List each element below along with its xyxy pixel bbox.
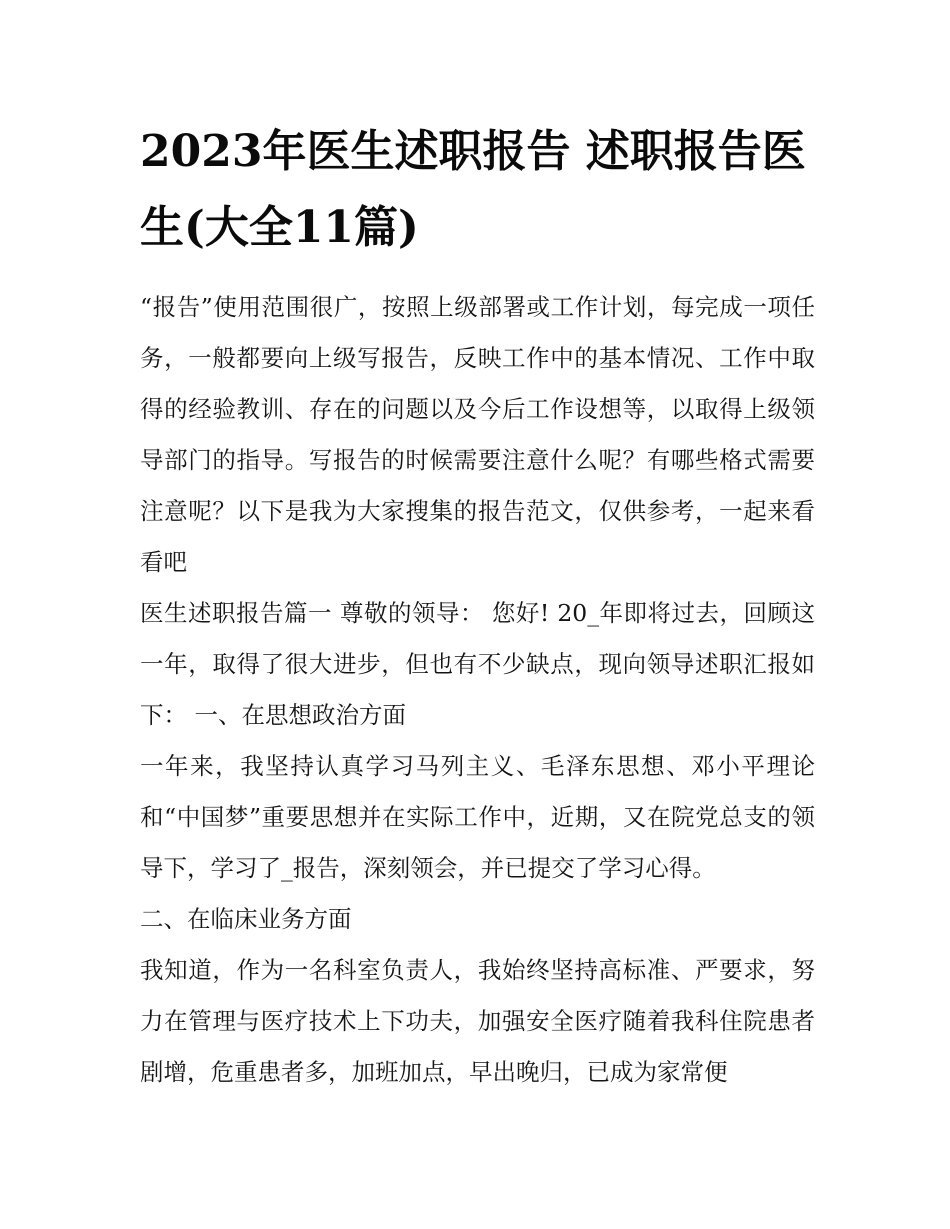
paragraph-intro: “报告”使用范围很广，按照上级部署或工作计划，每完成一项任务，一般都要向上级写报告，反映工作中的基本情况、工作中取得的经验教训、存在的问题以及今后工作设想等，以取得上级领导部门的指导。写报告的时候需要注意什么呢？有哪些格式需要注意呢？以下是我为大家搜集的报告范文，仅供参考，一起来看看吧	[140, 293, 815, 576]
section-heading-clinical: 二、在临床业务方面	[140, 905, 352, 933]
paragraph-section-one-opening: 医生述职报告篇一 尊敬的领导： 您好! 20_年即将过去，回顾这一年，取得了很大进步，但也有不少缺点，现向领导述职汇报如下： 一、在思想政治方面	[140, 599, 815, 729]
document-body	[140, 282, 815, 1098]
paragraph-political-study: 一年来，我坚持认真学习马列主义、毛泽东思想、邓小平理论和“中国梦”重要思想并在实际工作中，近期，又在院党总支的领导下，学习了_报告，深刻领会，并已提交了学习心得。	[140, 752, 815, 882]
document-title: 2023年医生述职报告 述职报告医生(大全11篇)	[140, 126, 806, 253]
paragraph-clinical-work: 我知道，作为一名科室负责人，我始终坚持高标准、严要求，努力在管理与医疗技术上下功夫，加强安全医疗随着我科住院患者剧增，危重患者多，加班加点，早出晚归，已成为家常便	[140, 956, 815, 1086]
